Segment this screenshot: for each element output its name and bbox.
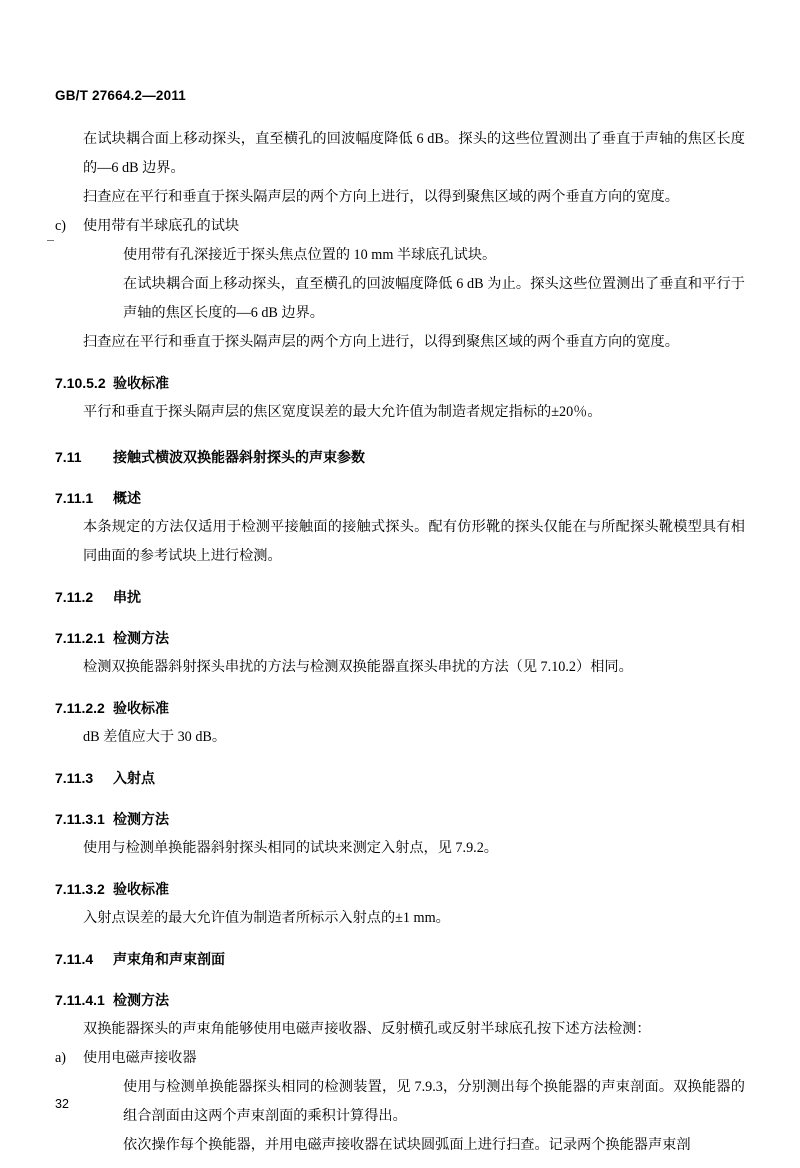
section-title: 验收标准 [113, 700, 169, 716]
section-number: 7.11.2.2 [55, 700, 105, 716]
section-number: 7.10.5.2 [55, 375, 106, 391]
section-title: 串扰 [113, 589, 141, 605]
paragraph: 双换能器探头的声束角能够使用电磁声接收器、反射横孔或反射半球底孔按下述方法检测： [83, 1021, 651, 1037]
margin-tick-mark [47, 240, 54, 241]
section-heading-7-11 [55, 443, 745, 472]
list-marker: c) [55, 218, 67, 234]
section-number: 7.11.3.1 [55, 811, 105, 827]
section-number: 7.11.4 [55, 951, 94, 967]
section-heading-7-11-2-1 [55, 624, 745, 653]
section-title: 检测方法 [113, 630, 169, 646]
section-heading-7-11-4-1 [55, 986, 745, 1015]
paragraph: 使用与检测单换能器探头相同的检测装置，见 7.9.3，分别测出每个换能器的声束剖面。双换能器的组合剖面由这两个声束剖面的乘积计算得出。 [123, 1079, 745, 1124]
section-number: 7.11.3.2 [55, 881, 105, 897]
section-title: 概述 [113, 490, 141, 506]
section-number: 7.11.2.1 [55, 630, 105, 646]
section-title: 检测方法 [113, 811, 169, 827]
paragraph: 使用与检测单换能器斜射探头相同的试块来测定入射点，见 7.9.2。 [83, 840, 498, 856]
paragraph: 本条规定的方法仅适用于检测平接触面的接触式探头。配有仿形靴的探头仅能在与所配探头靴模型具有相同曲面的参考试块上进行检测。 [83, 519, 745, 564]
section-title: 验收标准 [113, 881, 169, 897]
list-marker: a) [55, 1050, 67, 1066]
section-heading-7-11-4 [55, 945, 745, 974]
section-heading-7-11-3-1 [55, 805, 745, 834]
document-body [55, 125, 745, 1160]
section-number: 7.11.1 [55, 490, 94, 506]
paragraph: dB 差值应大于 30 dB。 [83, 729, 227, 745]
paragraph: 在试块耦合面上移动探头，直至横孔的回波幅度降低 6 dB 为止。探头这些位置测出了垂直和平行于声轴的焦区长度的—6 dB 边界。 [123, 276, 745, 321]
section-heading-7-11-2-2 [55, 694, 745, 723]
section-number: 7.11 [55, 449, 82, 465]
paragraph: 平行和垂直于探头隔声层的焦区宽度误差的最大允许值为制造者规定指标的±20％。 [83, 404, 602, 420]
section-heading-7-11-3-2 [55, 875, 745, 904]
section-title: 接触式横波双换能器斜射探头的声束参数 [113, 449, 365, 465]
section-title: 检测方法 [113, 992, 169, 1008]
list-item-label: 使用带有半球底孔的试块 [83, 218, 240, 234]
paragraph: 扫查应在平行和垂直于探头隔声层的两个方向上进行，以得到聚焦区域的两个垂直方向的宽度。 [83, 334, 679, 350]
paragraph: 扫查应在平行和垂直于探头隔声层的两个方向上进行，以得到聚焦区域的两个垂直方向的宽度。 [83, 189, 679, 205]
section-heading-7-11-2 [55, 583, 745, 612]
section-heading-7-10-5-2 [55, 369, 745, 398]
section-title: 入射点 [113, 770, 155, 786]
section-title: 声束角和声束剖面 [113, 951, 225, 967]
page-number: 32 [55, 1097, 69, 1111]
section-title: 验收标准 [113, 375, 169, 391]
paragraph: 入射点误差的最大允许值为制造者所标示入射点的±1 mm。 [83, 910, 450, 926]
list-item [55, 1044, 745, 1073]
list-item-label: 使用电磁声接收器 [83, 1050, 197, 1066]
paragraph: 依次操作每个换能器，并用电磁声接收器在试块圆弧面上进行扫查。记录两个换能器声束剖 [123, 1137, 691, 1153]
section-number: 7.11.3 [55, 770, 94, 786]
section-number: 7.11.2 [55, 589, 94, 605]
paragraph: 使用带有孔深接近于探头焦点位置的 10 mm 半球底孔试块。 [123, 247, 497, 263]
list-item [55, 212, 745, 241]
section-heading-7-11-3 [55, 764, 745, 793]
paragraph: 检测双换能器斜射探头串扰的方法与检测双换能器直探头串扰的方法（见 7.10.2）相同。 [83, 659, 633, 675]
paragraph: 在试块耦合面上移动探头，直至横孔的回波幅度降低 6 dB。探头的这些位置测出了垂直于声轴的焦区长度的—6 dB 边界。 [83, 131, 745, 176]
page-header-standard-code: GB/T 27664.2—2011 [55, 88, 186, 103]
section-number: 7.11.4.1 [55, 992, 105, 1008]
section-heading-7-11-1 [55, 484, 745, 513]
